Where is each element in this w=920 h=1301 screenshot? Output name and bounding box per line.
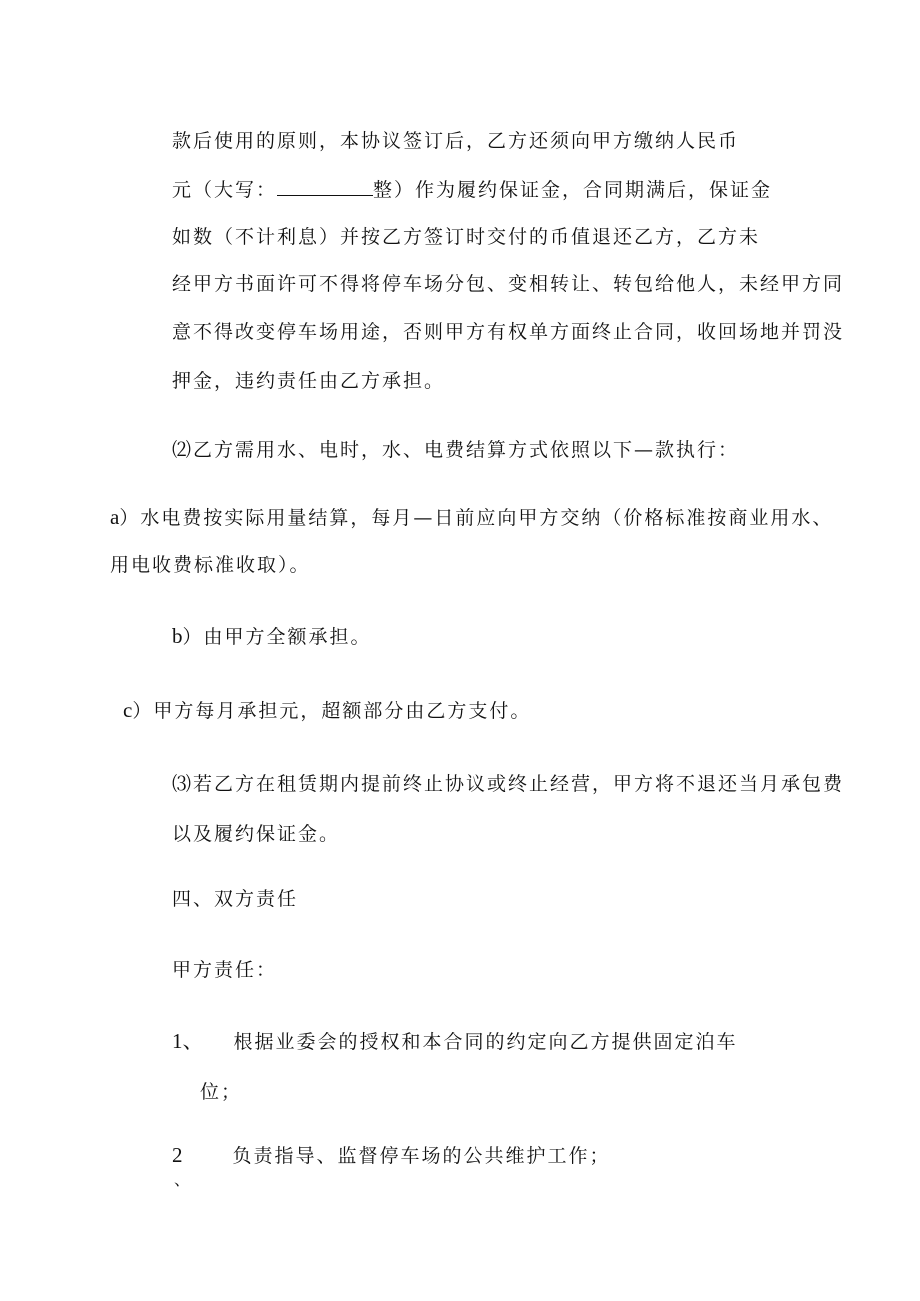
option-a-continuation: 用电收费标准收取）。 [110,554,311,576]
option-a-text: ）水电费按实际用量结算，每月—日前应向甲方交纳（价格标准按商业用水、 [119,507,834,529]
option-c-marker: c [123,698,133,722]
party-a-heading: 甲方责任： [172,959,278,981]
option-c-text: ）甲方每月承担元，超额部分由乙方支付。 [132,700,532,722]
duty-2-text: 负责指导、监督停车场的公共维护工作； [232,1145,611,1167]
amount-blank [277,177,373,196]
duty-1-number: 1、 [172,1029,204,1053]
paragraph-text: 整）作为履约保证金，合同期满后，保证金 [373,179,773,201]
paragraph-line: 如数（不计利息）并按乙方签订时交付的币值退还乙方，乙方未 [172,226,761,248]
paragraph-line: 押金，违约责任由乙方承担。 [172,370,446,392]
paragraph-line-with-blank [172,177,772,203]
option-a-line [110,504,833,531]
option-b-marker: b [172,624,183,648]
duty-1-line [172,1028,738,1055]
section-heading: 四、双方责任 [172,888,299,910]
duty-2-number: 2 [172,1143,183,1167]
paragraph-text: 元（大写： [172,179,278,201]
paragraph-line: 意不得改变停车场用途，否则甲方有权单方面终止合同，收回场地并罚没 [172,321,845,343]
option-b-text: ）由甲方全额承担。 [182,626,372,648]
clause-3-line: 以及履约保证金。 [172,823,341,845]
option-a-marker: a [110,505,120,529]
duty-1-continuation: 位； [200,1081,243,1103]
clause-3-line: ⑶若乙方在租赁期内提前终止协议或终止经营，甲方将不退还当月承包费 [172,773,845,795]
duty-1-text: 根据业委会的授权和本合同的约定向乙方提供固定泊车 [233,1031,738,1053]
paragraph-line: 款后使用的原则，本协议签订后，乙方还须向甲方缴纳人民币 [172,130,740,152]
option-c-line [123,697,531,724]
duty-2-number-mark: 、 [174,1170,193,1189]
paragraph-line: 经甲方书面许可不得将停车场分包、变相转让、转包给他人，未经甲方同 [172,273,845,295]
duty-2-line [172,1142,611,1169]
option-b-line [172,623,372,650]
clause-2: ⑵乙方需用水、电时，水、电费结算方式依照以下—款执行： [172,439,740,461]
